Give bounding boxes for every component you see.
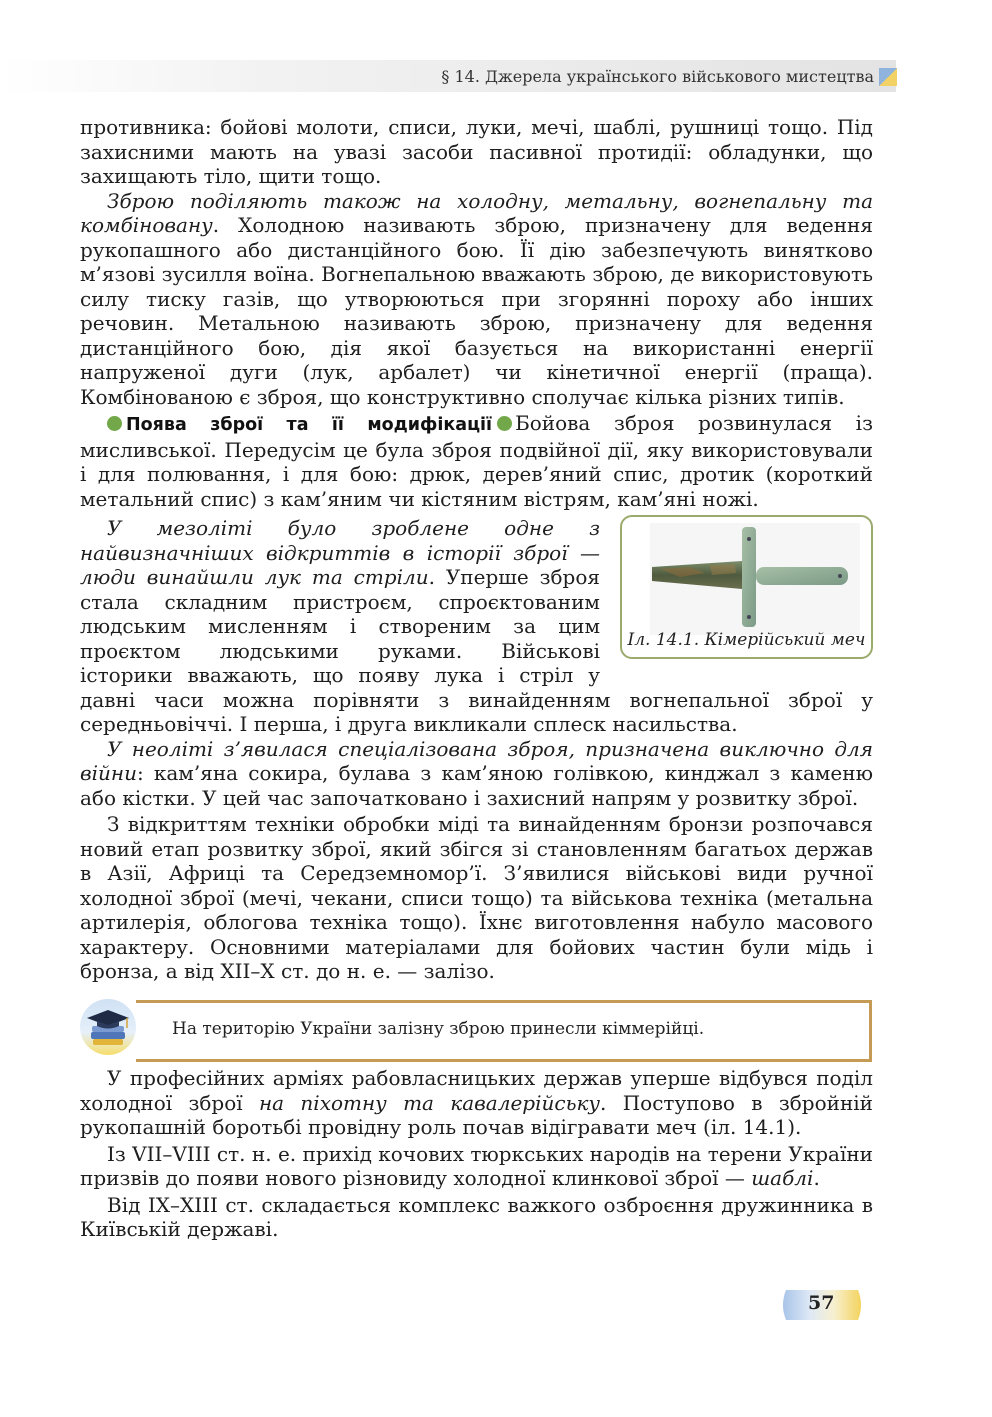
- paragraph-neolithic: [80, 737, 873, 811]
- page-number: 57: [808, 1292, 835, 1314]
- paragraph-text: . Поступово в збройній рукопашній боротьбі провідну роль почав відігравати меч (іл. 14.1).: [80, 1090, 873, 1139]
- fact-note-box: [136, 1000, 872, 1062]
- header-corner-mark: [879, 68, 897, 86]
- paragraph-bronze-age: З відкриттям техніки обробки міді та винайденням бронзи розпочався новий етап розвитку зброї, який збігся зі становленням багатьох держав в Азії, Африці та Середземномор’ї. З’явилися військові види ручної холодної зброї (мечі, чекани, списи тощо) та військова техніка (метальна артилерія, облогова техніка тощо). Їхнє виготовлення набуло масового характеру. Основними матеріалами для бойових частин були мідь і бронза, а від XII–X ст. до н. е. — залізо.: [80, 812, 873, 983]
- paragraph-text: . Уперше зброя стала складним пристроєм, спроєктованим людським мисленням і створеним за цим проєктом людськими руками. Військові історики вважають, що появу лука і стріл у давні часи можна порівняти з винайденням вогнепальної зброї у середньовіччі. І перша, і друга викликали сплеск насильства.: [80, 565, 873, 736]
- paragraph-text: : кам’яна сокира, булава з кам’яною голівкою, кинджал з каменю або кістки. У цей час започатковано і захисний напрям у розвитку зброї.: [80, 761, 873, 810]
- italic-phrase: на піхотну та кавалерійську: [259, 1090, 601, 1115]
- figure-caption: Іл. 14.1. Кімерійський меч: [627, 629, 866, 650]
- bullet-dot-icon: [497, 416, 512, 431]
- running-header-title: § 14. Джерела українського військового мистецтва: [441, 67, 874, 86]
- main-text-top: [80, 115, 873, 984]
- paragraph-text: У професійних арміях рабовласницьких держав уперше відбувся поділ холодної зброї: [80, 1066, 873, 1115]
- paragraph-weapon-types: [80, 189, 873, 410]
- graduation-books-icon: [79, 998, 137, 1056]
- paragraph-text: Бойова зброя розвинулася із мисливської. Передусім це була зброя подвійної дії, яку використовували і для полювання, і для бою: дрюк, дерев’яний спис, дротик (короткий метальний спис) з кам’яним чи кістяним вістрям, кам’яні ножі.: [80, 411, 873, 511]
- page-header-band: [0, 60, 896, 92]
- italic-phrase: У неоліті з’явилася спеціалізована зброя, призначена виключно для війни: [80, 736, 873, 785]
- section-heading: Поява зброї та її модифікації: [126, 415, 493, 435]
- paragraph-kyivan-state: Від IX–XIII ст. складається комплекс важкого озброєння дружинника в Київській державі.: [80, 1192, 873, 1241]
- paragraph-section-start: [80, 411, 873, 511]
- paragraph-professional-armies: [80, 1066, 873, 1140]
- paragraph-text: .: [813, 1166, 820, 1190]
- paragraph-text: . Холодною називають зброю, призначену для ведення рукопашного або дистанційного бою. Її дію забезпечують винятково м’язові зусилля воїна. Вогнепальною вважають зброю, де використовують силу тиску газів, що утворюються при згорянні пороху або інших речовин. Метальною називають зброю, призначену для ведення дистанційного бою, дія якої базується на використанні енергії напруженої дуги (лук, арбалет) чи кінетичної енергії (праща). Комбінованою є зброя, що конструктивно сполучає кілька різних типів.: [80, 213, 873, 409]
- main-text-bottom: [80, 1066, 873, 1242]
- sword-image: [650, 523, 860, 635]
- figure-sword: [620, 515, 873, 659]
- italic-phrase: шаблі: [751, 1166, 814, 1190]
- figure-frame: [620, 515, 873, 659]
- paragraph-text: Із VII–VIII ст. н. е. прихід кочових тюркських народів на терени України призвів до появи нового різновиду холодної клинкової зброї —: [80, 1141, 873, 1190]
- bullet-dot-icon: [107, 416, 122, 431]
- italic-phrase: У мезоліті було зроблене одне з найвизначніших відкриттів в історії зброї — люди винайшли лук та стріли: [80, 516, 600, 589]
- fact-note-text: На територію України залізну зброю принесли кіммерійці.: [172, 1019, 705, 1039]
- paragraph-continuation: противника: бойові молоти, списи, луки, мечі, шаблі, рушниці тощо. Під захисними мають на увазі засоби пасивної протидії: обладунки, що захищають тіло, щити тощо.: [80, 115, 873, 188]
- italic-phrase: Зброю поділяють також на холодну, метальну, вогнепальну та комбіновану: [80, 188, 873, 237]
- paragraph-turkic-peoples: [80, 1142, 873, 1191]
